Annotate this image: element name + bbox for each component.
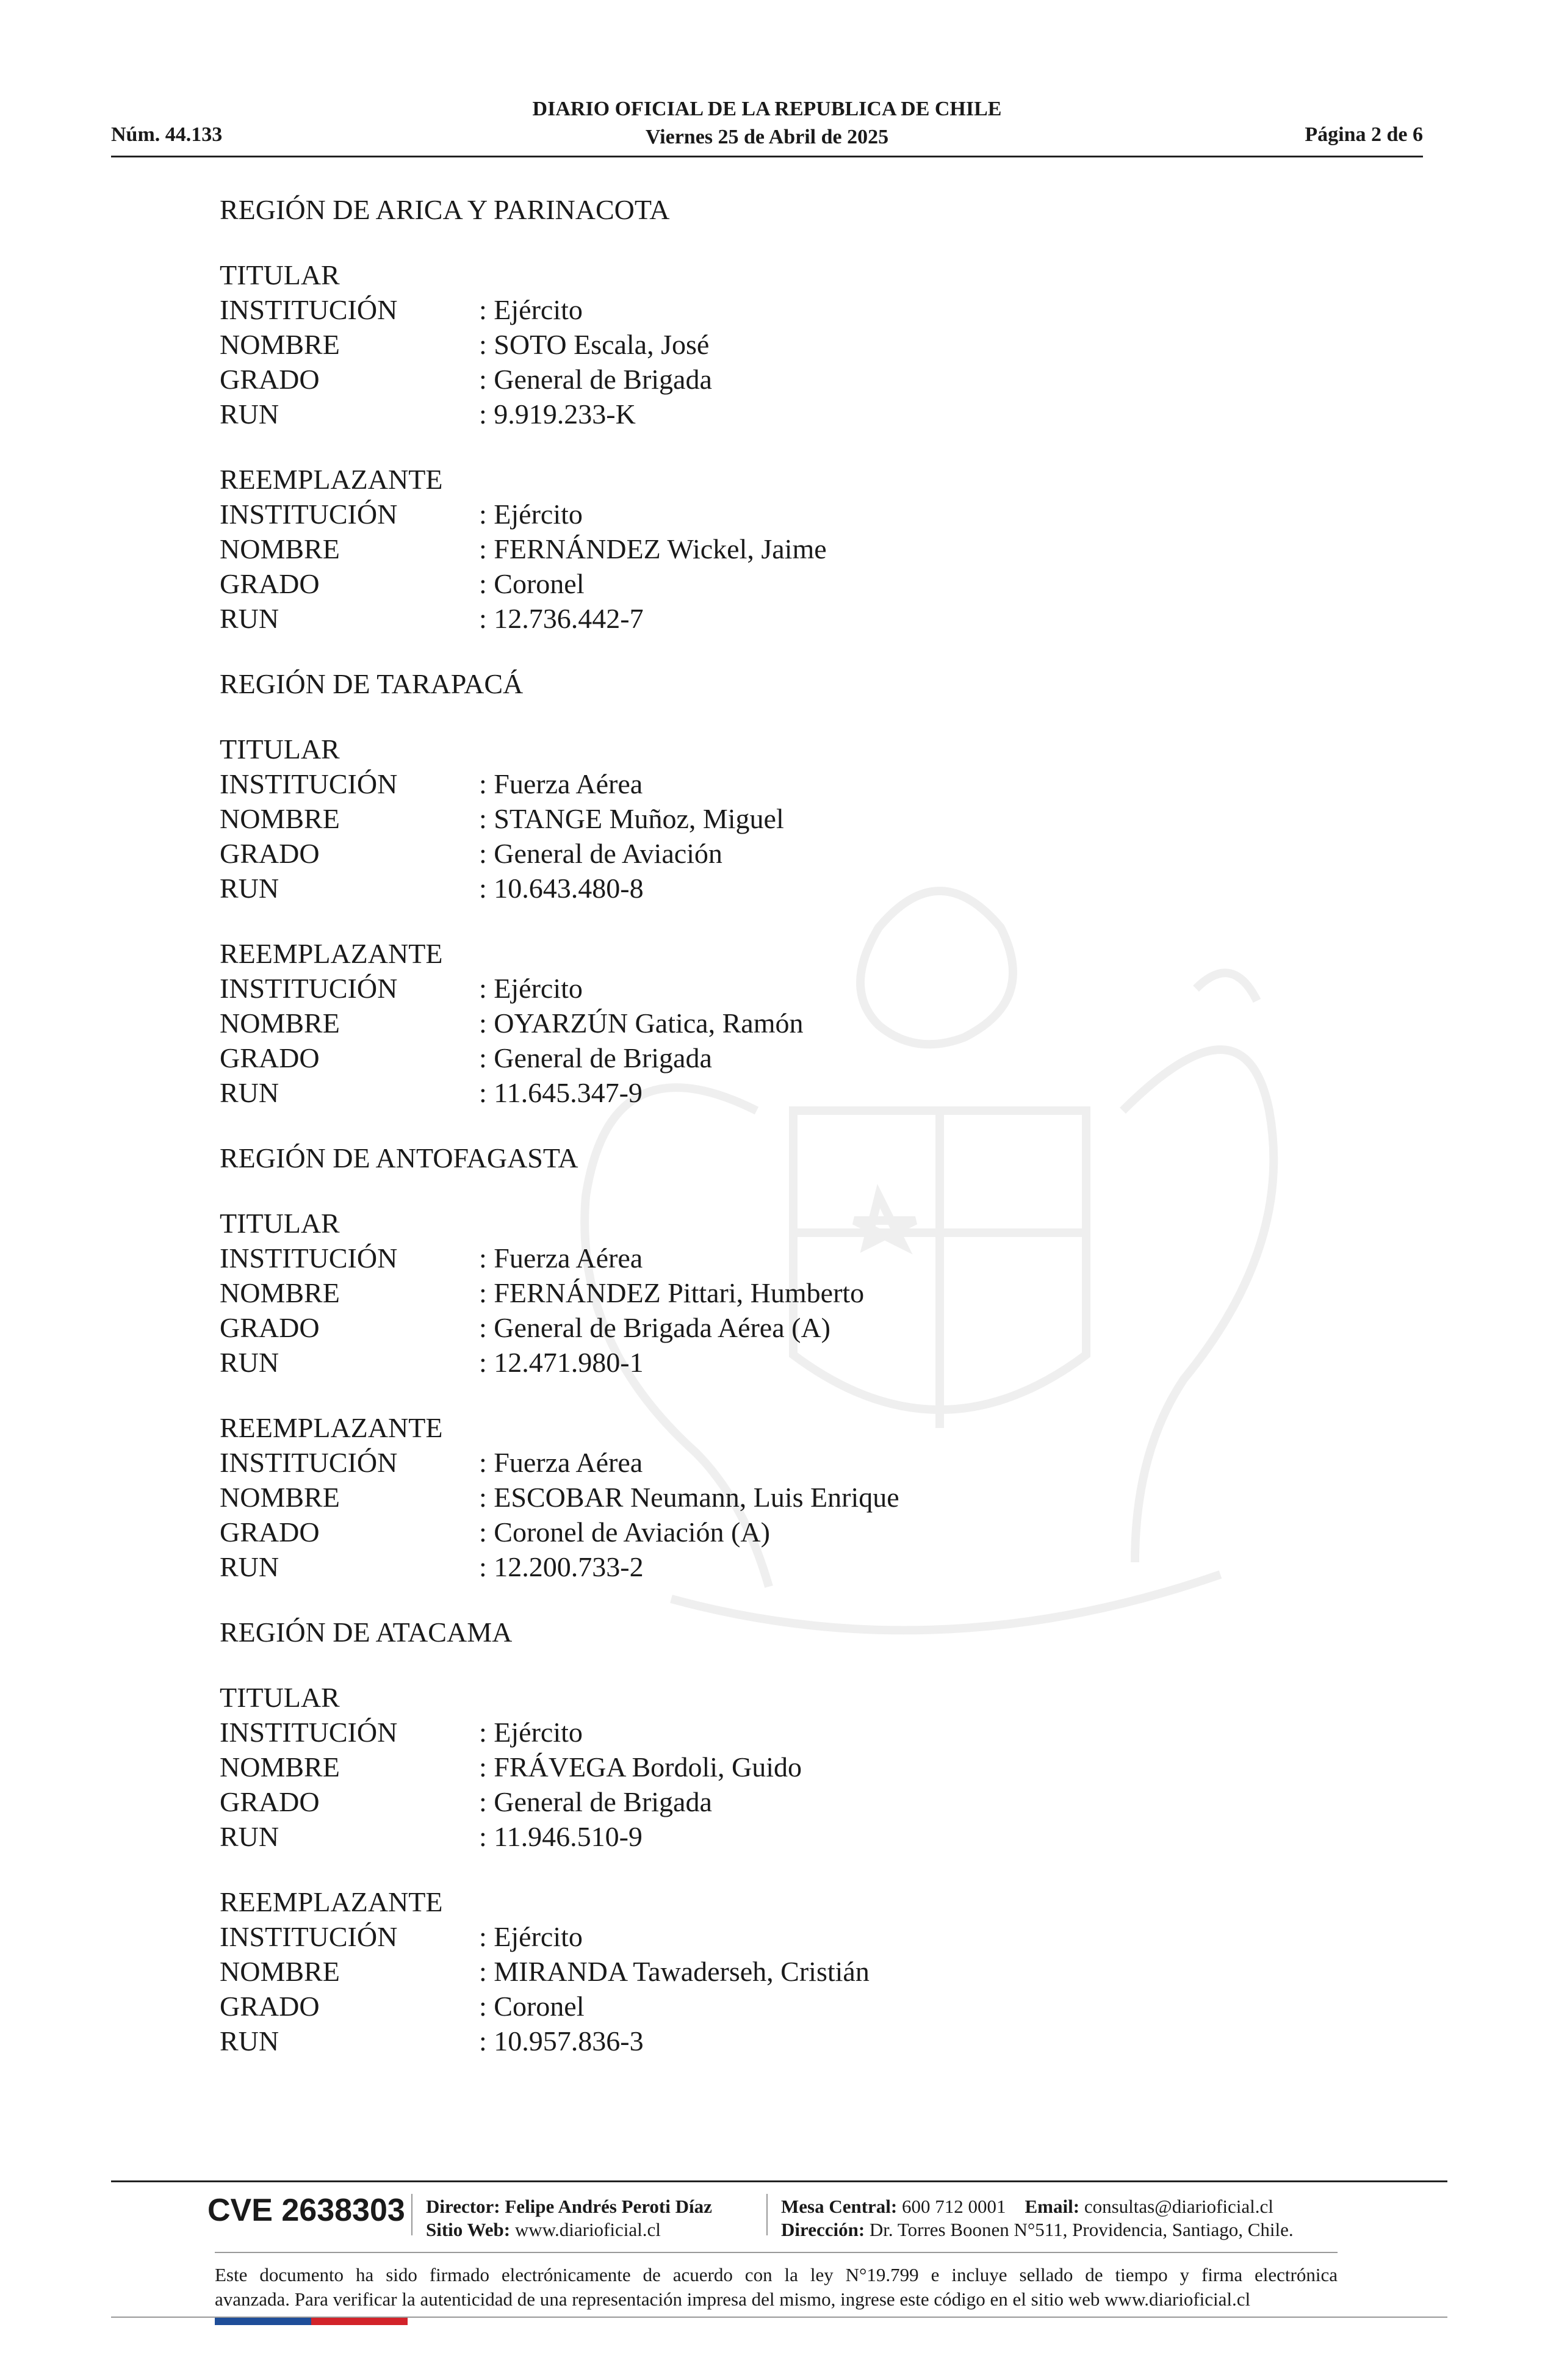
- director-name: Felipe Andrés Peroti Díaz: [505, 2196, 712, 2217]
- reemplazante-block: [220, 462, 1318, 636]
- email-label: Email:: [1025, 2196, 1080, 2217]
- field-value: : Ejército: [479, 1715, 583, 1750]
- field-row: [220, 801, 1318, 836]
- field-label: INSTITUCIÓN: [220, 294, 398, 325]
- field-value: : Fuerza Aérea: [479, 1445, 643, 1480]
- field-label: GRADO: [220, 1042, 320, 1073]
- field-label: GRADO: [220, 568, 320, 599]
- cve-code: CVE 2638303: [207, 2193, 405, 2228]
- field-label: INSTITUCIÓN: [220, 1717, 398, 1748]
- field-value: : Ejército: [479, 292, 583, 327]
- titular-block: [220, 732, 1318, 906]
- field-row: [220, 1784, 1318, 1819]
- field-label: NOMBRE: [220, 803, 340, 834]
- field-label: RUN: [220, 1551, 279, 1582]
- field-label: INSTITUCIÓN: [220, 1447, 398, 1478]
- field-value: : Coronel: [479, 566, 584, 601]
- field-value: : STANGE Muñoz, Miguel: [479, 801, 784, 836]
- field-label: RUN: [220, 603, 279, 634]
- field-value: : Ejército: [479, 497, 583, 532]
- region-title: REGIÓN DE ATACAMA: [220, 1617, 513, 1648]
- field-label: GRADO: [220, 364, 320, 395]
- field-value: : Coronel de Aviación (A): [479, 1515, 770, 1549]
- field-label: INSTITUCIÓN: [220, 768, 398, 799]
- field-value: : OYARZÚN Gatica, Ramón: [479, 1006, 803, 1040]
- footer-contact-column: [781, 2195, 1294, 2241]
- field-value: : 11.946.510-9: [479, 1819, 643, 1854]
- flag-red-segment: [311, 2318, 408, 2325]
- field-row: [220, 2024, 1318, 2058]
- field-value: : Ejército: [479, 971, 583, 1006]
- field-value: : General de Brigada: [479, 362, 712, 397]
- field-row: [220, 566, 1318, 601]
- publication-date: Viernes 25 de Abril de 2025: [645, 126, 889, 148]
- region-section: [220, 1615, 1318, 2058]
- field-value: : General de Aviación: [479, 836, 722, 871]
- field-row: [220, 1549, 1318, 1584]
- field-label: NOMBRE: [220, 1751, 340, 1783]
- mesa-phone: 600 712 0001: [902, 2196, 1006, 2217]
- field-value: : General de Brigada: [479, 1040, 712, 1075]
- field-row: [220, 1006, 1318, 1040]
- region-section: [220, 192, 1318, 636]
- field-label: GRADO: [220, 1991, 320, 2022]
- field-value: : General de Brigada: [479, 1784, 712, 1819]
- footer-divider: [111, 2180, 1447, 2182]
- titular-block: [220, 258, 1318, 431]
- field-value: : 10.957.836-3: [479, 2024, 644, 2058]
- field-row: [220, 971, 1318, 1006]
- field-label: NOMBRE: [220, 1482, 340, 1513]
- region-title: REGIÓN DE ANTOFAGASTA: [220, 1142, 578, 1174]
- field-row: [220, 1275, 1318, 1310]
- field-label: GRADO: [220, 1516, 320, 1548]
- reemplazante-block: [220, 936, 1318, 1110]
- field-label: NOMBRE: [220, 1008, 340, 1039]
- legal-notice: [215, 2263, 1338, 2312]
- direccion-label: Dirección:: [781, 2219, 865, 2240]
- block-heading: TITULAR: [220, 734, 340, 765]
- field-value: : ESCOBAR Neumann, Luis Enrique: [479, 1480, 899, 1515]
- field-value: : General de Brigada Aérea (A): [479, 1310, 830, 1345]
- field-value: : Coronel: [479, 1989, 584, 2024]
- field-label: INSTITUCIÓN: [220, 1242, 398, 1274]
- field-value: : Fuerza Aérea: [479, 1241, 643, 1275]
- field-label: RUN: [220, 1821, 279, 1852]
- reemplazante-block: [220, 1884, 1318, 2058]
- region-title: REGIÓN DE TARAPACÁ: [220, 668, 524, 699]
- field-row: [220, 1075, 1318, 1110]
- region-section: [220, 1141, 1318, 1584]
- field-value: : FERNÁNDEZ Wickel, Jaime: [479, 532, 827, 566]
- field-label: INSTITUCIÓN: [220, 973, 398, 1004]
- field-label: GRADO: [220, 1312, 320, 1343]
- field-label: RUN: [220, 398, 279, 430]
- legal-line: Este documento ha sido firmado electrónicamente de acuerdo con la ley N°19.799 e incluye sellado de tiempo y firma electrónica: [215, 2264, 1338, 2285]
- block-heading: REEMPLAZANTE: [220, 464, 443, 495]
- field-row: [220, 1954, 1318, 1989]
- footer-director-column: [426, 2195, 712, 2241]
- field-row: [220, 1445, 1318, 1480]
- reemplazante-block: [220, 1410, 1318, 1584]
- field-value: : FERNÁNDEZ Pittari, Humberto: [479, 1275, 864, 1310]
- block-heading: TITULAR: [220, 259, 340, 290]
- page-number: Página 2 de 6: [1305, 123, 1423, 146]
- field-value: : 9.919.233-K: [479, 397, 636, 431]
- titular-block: [220, 1206, 1318, 1380]
- field-row: [220, 1345, 1318, 1380]
- block-heading: REEMPLAZANTE: [220, 938, 443, 969]
- field-row: [220, 397, 1318, 431]
- field-label: NOMBRE: [220, 329, 340, 360]
- footer-divider-inner: [215, 2252, 1338, 2253]
- field-label: INSTITUCIÓN: [220, 1921, 398, 1952]
- email-link[interactable]: consultas@diarioficial.cl: [1084, 2196, 1273, 2217]
- field-row: [220, 1515, 1318, 1549]
- field-row: [220, 327, 1318, 362]
- block-heading: REEMPLAZANTE: [220, 1886, 443, 1917]
- issue-number: Núm. 44.133: [111, 123, 223, 146]
- document-body: [220, 192, 1318, 2089]
- field-label: RUN: [220, 2025, 279, 2057]
- field-label: NOMBRE: [220, 1277, 340, 1308]
- field-row: [220, 766, 1318, 801]
- field-row: [220, 497, 1318, 532]
- legal-line: avanzada. Para verificar la autenticidad de una representación impresa del mismo, ingrese este código en el sitio web www.diarioficial.cl: [215, 2288, 1251, 2310]
- field-row: [220, 1819, 1318, 1854]
- field-row: [220, 1480, 1318, 1515]
- field-row: [220, 836, 1318, 871]
- field-value: : 12.736.442-7: [479, 601, 644, 636]
- field-row: [220, 362, 1318, 397]
- field-value: : SOTO Escala, José: [479, 327, 709, 362]
- publication-title: DIARIO OFICIAL DE LA REPUBLICA DE CHILE: [532, 98, 1002, 120]
- website-link[interactable]: www.diarioficial.cl: [514, 2219, 661, 2240]
- field-label: RUN: [220, 1347, 279, 1378]
- field-row: [220, 532, 1318, 566]
- flag-blue-segment: [215, 2318, 311, 2325]
- field-label: INSTITUCIÓN: [220, 499, 398, 530]
- field-row: [220, 871, 1318, 906]
- field-value: : 11.645.347-9: [479, 1075, 643, 1110]
- field-row: [220, 1040, 1318, 1075]
- block-heading: REEMPLAZANTE: [220, 1412, 443, 1443]
- field-label: RUN: [220, 1077, 279, 1108]
- region-title: REGIÓN DE ARICA Y PARINACOTA: [220, 194, 670, 225]
- field-value: : Fuerza Aérea: [479, 766, 643, 801]
- field-row: [220, 1989, 1318, 2024]
- field-label: GRADO: [220, 838, 320, 869]
- header-center: [111, 95, 1423, 151]
- field-row: [220, 1750, 1318, 1784]
- address: Dr. Torres Boonen N°511, Providencia, Santiago, Chile.: [869, 2219, 1294, 2240]
- field-label: GRADO: [220, 1786, 320, 1817]
- mesa-label: Mesa Central:: [781, 2196, 898, 2217]
- field-value: : 12.471.980-1: [479, 1345, 644, 1380]
- header-divider: [111, 156, 1423, 157]
- field-value: : 10.643.480-8: [479, 871, 644, 906]
- field-row: [220, 1919, 1318, 1954]
- web-label: Sitio Web:: [426, 2219, 511, 2240]
- field-row: [220, 1715, 1318, 1750]
- field-label: NOMBRE: [220, 1956, 340, 1987]
- block-heading: TITULAR: [220, 1208, 340, 1239]
- field-label: NOMBRE: [220, 533, 340, 564]
- field-row: [220, 601, 1318, 636]
- director-label: Director:: [426, 2196, 500, 2217]
- field-value: : MIRANDA Tawaderseh, Cristián: [479, 1954, 870, 1989]
- titular-block: [220, 1680, 1318, 1854]
- field-value: : Ejército: [479, 1919, 583, 1954]
- field-label: RUN: [220, 873, 279, 904]
- page-header: [111, 92, 1423, 159]
- field-value: : FRÁVEGA Bordoli, Guido: [479, 1750, 802, 1784]
- region-section: [220, 666, 1318, 1110]
- field-row: [220, 1241, 1318, 1275]
- footer-separator: [411, 2194, 412, 2235]
- field-row: [220, 1310, 1318, 1345]
- field-row: [220, 292, 1318, 327]
- field-value: : 12.200.733-2: [479, 1549, 644, 1584]
- flag-stripe: [215, 2318, 408, 2325]
- footer-separator: [766, 2194, 768, 2235]
- block-heading: TITULAR: [220, 1682, 340, 1713]
